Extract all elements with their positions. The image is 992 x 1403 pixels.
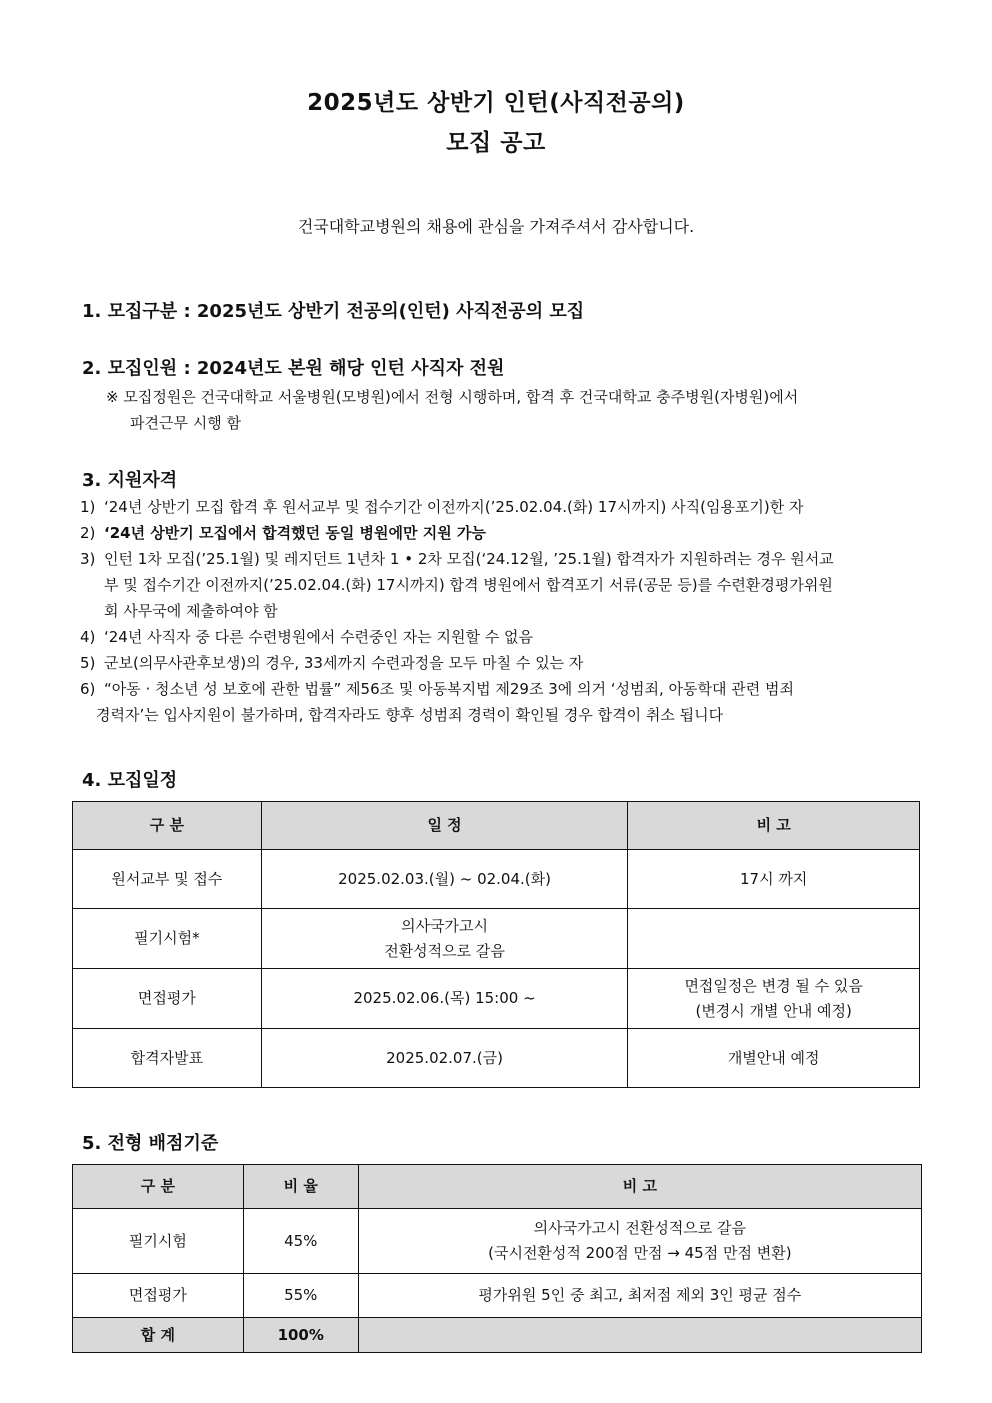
table-header-cell: 구 분	[73, 1165, 244, 1209]
section5-heading: 5. 전형 배점기준	[82, 1133, 219, 1154]
list-item-number: 5)	[80, 654, 96, 672]
list-item-continuation: 경력자’는 입사지원이 불가하며, 합격자라도 향후 성범죄 경력이 확인될 경우 합격이 취소 됩니다	[96, 706, 724, 724]
list-item-text: “아동 · 청소년 성 보호에 관한 법률” 제56조 및 아동복지법 제29조 3에 의거 ‘성범죄, 아동학대 관련 범죄	[104, 680, 794, 698]
list-item-number: 2)	[80, 524, 96, 542]
section2-note-line2: 파견근무 시행 함	[130, 414, 241, 432]
table-cell: 면접평가	[73, 1274, 244, 1318]
table-cell	[358, 1318, 921, 1353]
table-total-row	[73, 1318, 922, 1353]
table-cell: 2025.02.06.(목) 15:00 ~	[261, 969, 628, 1029]
list-item-number: 4)	[80, 628, 96, 646]
table-header-row	[73, 1165, 922, 1209]
table-cell: 면접평가	[73, 969, 262, 1029]
section2-heading: 2. 모집인원 : 2024년도 본원 해당 인턴 사직자 전원	[82, 358, 505, 379]
notice-title-line2: 모집 공고	[446, 130, 546, 156]
section1-heading: 1. 모집구분 : 2025년도 상반기 전공의(인턴) 사직전공의 모집	[82, 301, 585, 322]
table-header-cell: 일 정	[261, 802, 628, 850]
list-item-number: 3)	[80, 550, 96, 568]
scoring-table	[72, 1164, 922, 1353]
table-header-cell: 비 고	[358, 1165, 921, 1209]
table-cell: 2025.02.03.(월) ~ 02.04.(화)	[261, 850, 628, 909]
section3-heading: 3. 지원자격	[82, 470, 178, 491]
table-row	[73, 1029, 920, 1088]
table-row	[73, 1209, 922, 1274]
table-cell: 17시 까지	[628, 850, 920, 909]
table-cell	[628, 909, 920, 969]
table-cell: 개별안내 예정	[628, 1029, 920, 1088]
list-item-continuation: 부 및 접수기간 이전까지(’25.02.04.(화) 17시까지) 합격 병원에서 합격포기 서류(공문 등)를 수련환경평가위원	[104, 576, 833, 594]
table-cell: 의사국가고시 전환성적으로 갈음 (국시전환성적 200점 만점 → 45점 만점 변환)	[358, 1209, 921, 1274]
table-header-cell: 구 분	[73, 802, 262, 850]
table-cell: 필기시험*	[73, 909, 262, 969]
section2-note-line1: ※ 모집정원은 건국대학교 서울병원(모병원)에서 전형 시행하며, 합격 후 건국대학교 충주병원(자병원)에서	[106, 388, 799, 406]
table-cell: 원서교부 및 접수	[73, 850, 262, 909]
table-header-cell: 비 고	[628, 802, 920, 850]
list-item	[80, 650, 922, 676]
list-item-text: ‘24년 상반기 모집 합격 후 원서교부 및 접수기간 이전까지(’25.02.04.(화) 17시까지) 사직(임용포기)한 자	[104, 498, 804, 516]
table-cell: 45%	[243, 1209, 358, 1274]
schedule-table	[72, 801, 920, 1088]
section4-heading: 4. 모집일정	[82, 770, 178, 791]
list-item	[80, 520, 922, 546]
list-item-text: ‘24년 사직자 중 다른 수련병원에서 수련중인 자는 지원할 수 없음	[104, 628, 534, 646]
table-header-row	[73, 802, 920, 850]
list-item-text: 인턴 1차 모집(’25.1월) 및 레지던트 1년차 1 • 2차 모집(‘24.12월, ’25.1월) 합격자가 지원하려는 경우 원서교	[104, 550, 834, 568]
list-item-number: 6)	[80, 680, 96, 698]
table-cell: 의사국가고시 전환성적으로 갈음	[261, 909, 628, 969]
greeting-text: 건국대학교병원의 채용에 관심을 가져주셔서 감사합니다.	[297, 217, 695, 236]
table-cell: 면접일정은 변경 될 수 있음 (변경시 개별 안내 예정)	[628, 969, 920, 1029]
notice-title-line1: 2025년도 상반기 인턴(사직전공의)	[307, 90, 685, 116]
table-cell: 100%	[243, 1318, 358, 1353]
table-cell: 합 계	[73, 1318, 244, 1353]
list-item-text: ‘24년 상반기 모집에서 합격했던 동일 병원에만 지원 가능	[104, 524, 486, 542]
list-item	[80, 494, 922, 520]
list-item-text: 군보(의무사관후보생)의 경우, 33세까지 수련과정을 모두 마칠 수 있는 자	[104, 654, 584, 672]
table-row	[73, 850, 920, 909]
table-row	[73, 969, 920, 1029]
list-item	[80, 546, 922, 572]
table-cell: 2025.02.07.(금)	[261, 1029, 628, 1088]
list-item-continuation: 회 사무국에 제출하여야 함	[104, 602, 278, 620]
qualification-list	[80, 494, 922, 728]
list-item	[80, 676, 922, 702]
list-item-number: 1)	[80, 498, 96, 516]
list-item	[80, 624, 922, 650]
table-cell: 평가위원 5인 중 최고, 최저점 제외 3인 평균 점수	[358, 1274, 921, 1318]
table-cell: 55%	[243, 1274, 358, 1318]
table-row	[73, 1274, 922, 1318]
table-cell: 합격자발표	[73, 1029, 262, 1088]
section2-note	[106, 384, 798, 436]
table-row	[73, 909, 920, 969]
table-cell: 필기시험	[73, 1209, 244, 1274]
table-header-cell: 비 율	[243, 1165, 358, 1209]
